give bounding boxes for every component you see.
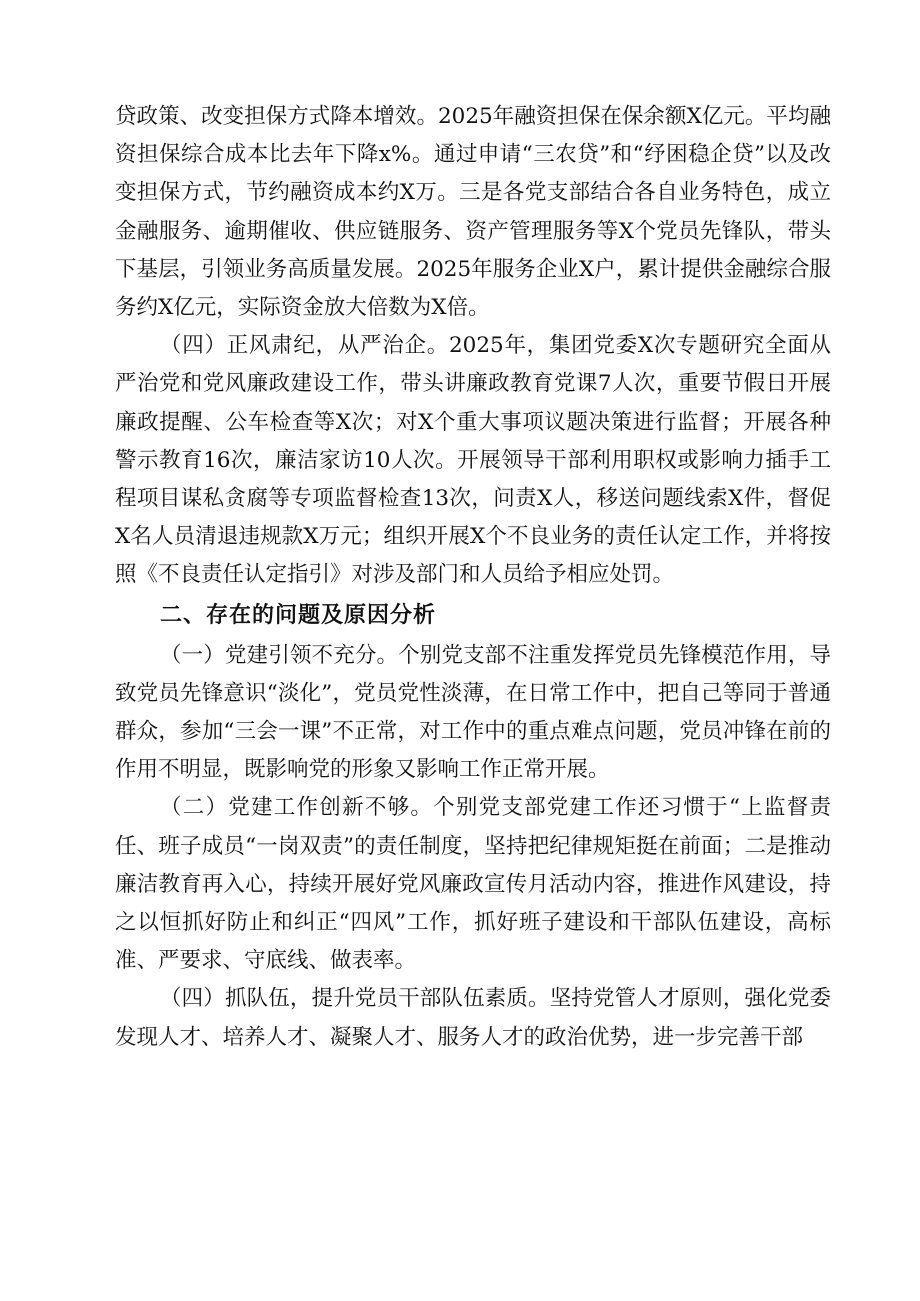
paragraph-financing-guarantee: 贷政策、改变担保方式降本增效。2025年融资担保在保余额X亿元。平均融资担保综合成本比去年下降x%。通过申请“三农贷”和“纾困稳企贷”以及改变担保方式，节约融资成本约X万。三是各党支部结合各自业务特色，成立金融服务、逾期催收、供应链服务、资产管理服务等X个党员先锋队，带头下基层，引领业务高质量发展。2025年服务企业X户，累计提供金融综合服务约X亿元，实际资金放大倍数为X倍。 — [115, 104, 831, 321]
section-heading: 二、存在的问题及原因分析 — [160, 602, 437, 628]
paragraph-party-leadership: （一）党建引领不充分。个别党支部不注重发挥党员先锋模范作用，导致党员先锋意识“淡化”，党员党性淡薄，在日常工作中，把自己等同于普通群众，参加“三会一课”不正常，对工作中的重点难点问题，党员冲锋在前的作用不明显，既影响党的形象又影响工作正常开展。 — [115, 642, 831, 783]
paragraph-innovation: （二）党建工作创新不够。个别党支部党建工作还习惯于“上监督责任、班子成员“一岗双责”的责任制度，坚持把纪律规矩挺在前面；二是推动廉洁教育再入心，持续开展好党风廉政宣传月活动内容，推进作风建设，持之以恒抓好防止和纠正“四风”工作，抓好班子建设和干部队伍建设，高标准、严要求、守底线、做表率。 — [115, 795, 831, 974]
paragraph-discipline: （四）正风肃纪，从严治企。2025年，集团党委X次专题研究全面从严治党和党风廉政建设工作，带头讲廉政教育党课7人次，重要节假日开展廉政提醒、公车检查等X次；对X个重大事项议题决策进行监督；开展各种警示教育16次，廉洁家访10人次。开展领导干部利用职权或影响力插手工程项目谋私贪腐等专项监督检查13次，问责X人，移送问题线索X件，督促X名人员清退违规款X万元；组织开展X个不良业务的责任认定工作，并将按照《不良责任认定指引》对涉及部门和人员给予相应处罚。 — [115, 333, 831, 588]
document-body — [115, 98, 831, 1057]
paragraph-team-building: （四）抓队伍，提升党员干部队伍素质。坚持党管人才原则，强化党委发现人才、培养人才、凝聚人才、服务人才的政治优势，进一步完善干部 — [115, 986, 831, 1050]
